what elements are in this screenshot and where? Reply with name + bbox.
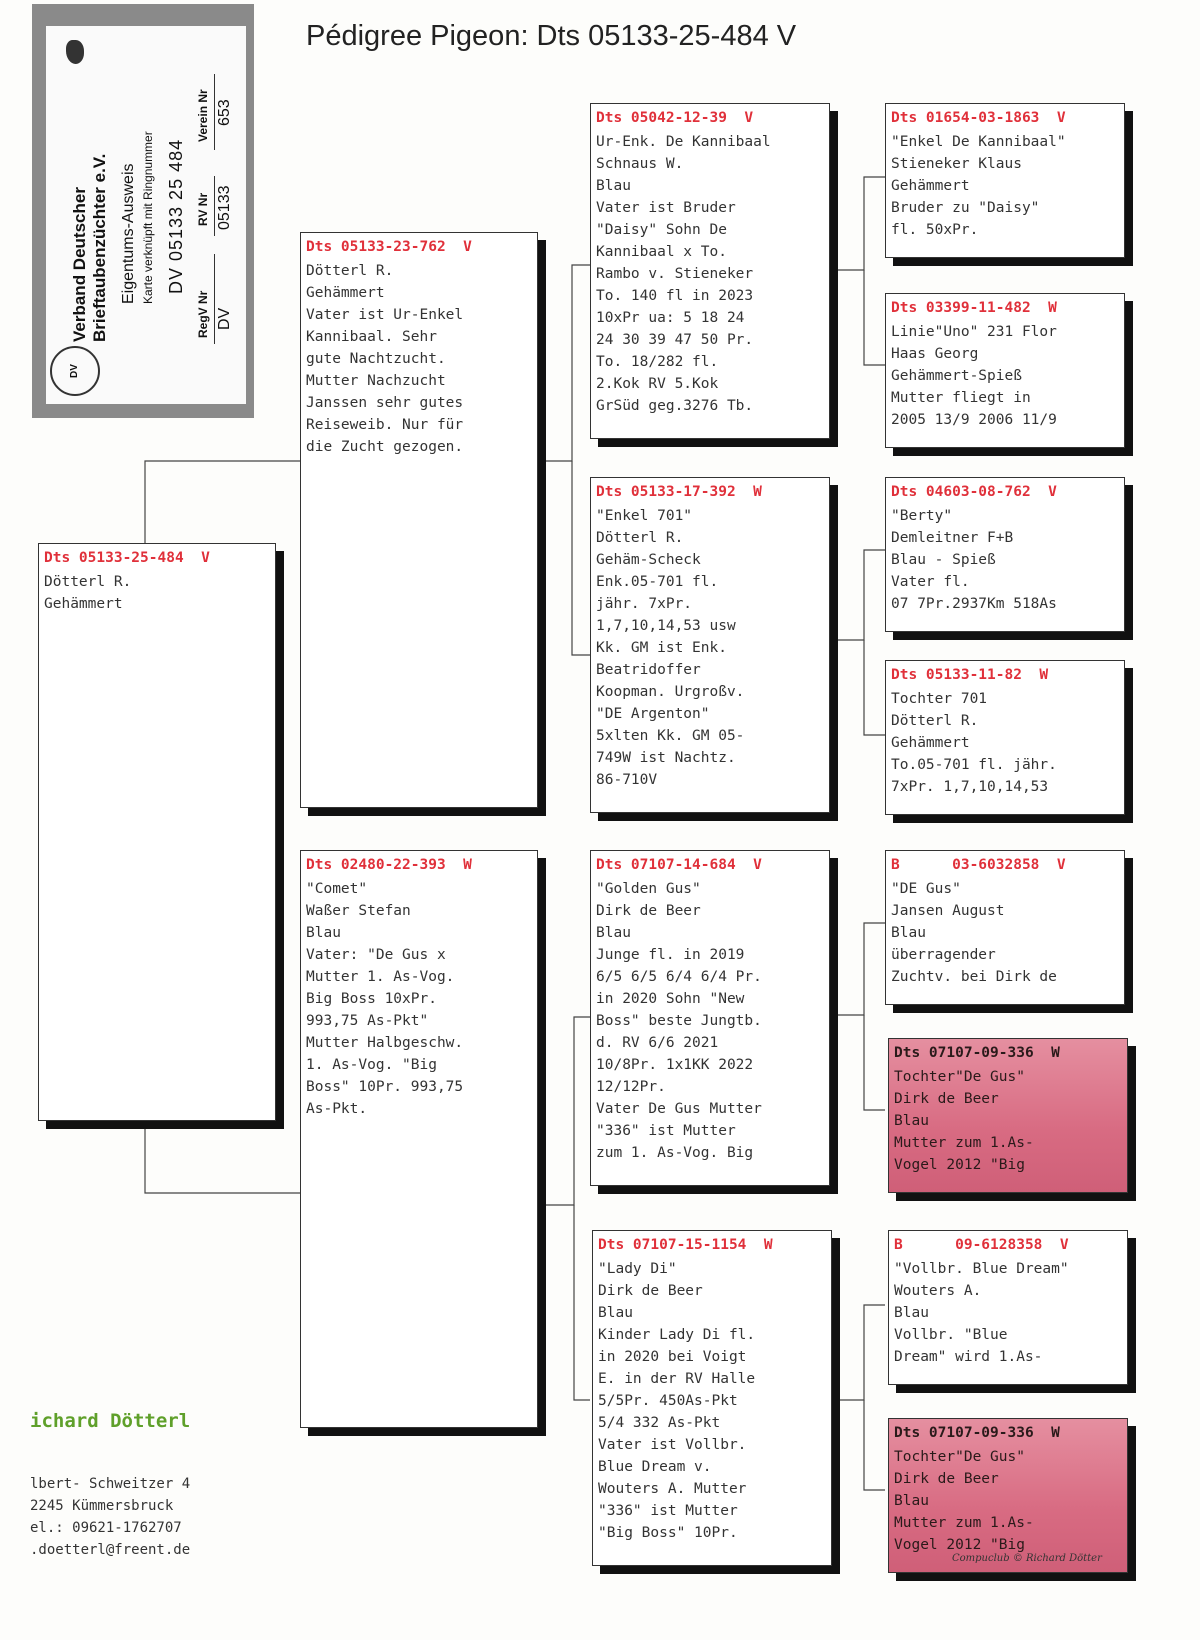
pigeon-info-line: Dötterl R.	[44, 574, 132, 590]
pigeon-info-line: "Big Boss" 10Pr.	[598, 1525, 738, 1541]
pigeon-info-line: Vater ist Bruder	[596, 200, 736, 216]
pigeon-info-line: fl. 50xPr.	[891, 222, 979, 238]
card-ring-number: DV 05133 25 484	[166, 138, 186, 294]
pigeon-card-fm[interactable]	[590, 477, 830, 813]
ring-number: Dts 05042-12-39 V	[596, 110, 754, 126]
page-title: Pédigree Pigeon: Dts 05133-25-484 V	[306, 20, 797, 52]
pigeon-info-line: Kinder Lady Di fl.	[598, 1327, 756, 1343]
verein-value: 653	[216, 99, 233, 126]
pigeon-info-line: To.05-701 fl. jähr.	[891, 757, 1057, 773]
pigeon-info-line: Gehäm-Scheck	[596, 552, 701, 568]
pigeon-info-line: Blau	[596, 925, 631, 941]
pigeon-info-line: GrSüd geg.3276 Tb.	[596, 398, 754, 414]
pigeon-info-line: Dötterl R.	[306, 263, 394, 279]
pigeon-info-line: Haas Georg	[891, 346, 979, 362]
ring-number: B 09-6128358 V	[894, 1237, 1069, 1253]
pigeon-info-line: Wouters A. Mutter	[598, 1481, 747, 1497]
pigeon-info-line: Wouters A.	[894, 1283, 982, 1299]
verein-label: Verein Nr	[196, 89, 210, 142]
ring-number: Dts 07107-15-1154 W	[598, 1237, 773, 1253]
pigeon-card-ff[interactable]	[590, 103, 830, 439]
pigeon-card-fmf[interactable]	[885, 477, 1125, 632]
pigeon-info-line: Vater De Gus Mutter	[596, 1101, 762, 1117]
pigeon-info-line: 10/8Pr. 1x1KK 2022	[596, 1057, 754, 1073]
ring-number: Dts 05133-11-82 W	[891, 667, 1049, 683]
regv-label: RegV Nr	[196, 290, 210, 338]
pigeon-info-line: Janssen sehr gutes	[306, 395, 464, 411]
pigeon-info-line: Dötterl R.	[891, 713, 979, 729]
pigeon-info-line: "Daisy" Sohn De	[596, 222, 727, 238]
pigeon-info-line: Kannibaal. Sehr	[306, 329, 437, 345]
pigeon-info-line: Gehämmert	[891, 735, 970, 751]
card-org-line2: Brieftaubenzüchter e.V.	[90, 153, 109, 342]
pigeon-info-line: Kk. GM ist Enk.	[596, 640, 727, 656]
pigeon-info-line: "Enkel 701"	[596, 508, 693, 524]
ring-number: Dts 05133-17-392 W	[596, 484, 762, 500]
pigeon-info-line: Tochter"De Gus"	[894, 1069, 1025, 1085]
pigeon-info-line: 86-710V	[596, 772, 658, 788]
pigeon-card-mff[interactable]	[885, 850, 1125, 1005]
pigeon-info-line: Dirk de Beer	[598, 1283, 703, 1299]
breeder-email[interactable]: .doetterl@freent.de	[30, 1542, 191, 1558]
pigeon-info-line: Reiseweib. Nur für	[306, 417, 464, 433]
pigeon-info-line: in 2020 bei Voigt	[598, 1349, 747, 1365]
pigeon-info-line: Dirk de Beer	[596, 903, 701, 919]
pigeon-info-line: überragender	[891, 947, 996, 963]
pigeon-info-line: Blau	[891, 925, 926, 941]
pigeon-card-mmf[interactable]	[888, 1230, 1128, 1385]
pigeon-info-line: "Lady Di"	[598, 1261, 677, 1277]
pigeon-info-line: 993,75 As-Pkt"	[306, 1013, 429, 1029]
pigeon-info-line: Vater ist Ur-Enkel	[306, 307, 464, 323]
card-subheading: Karte verknüpft mit Ringnummer	[141, 131, 155, 304]
pigeon-info-line: 5xlten Kk. GM 05-	[596, 728, 745, 744]
pigeon-info-line: Mutter zum 1.As-	[894, 1135, 1034, 1151]
pigeon-info-line: "Enkel De Kannibaal"	[891, 134, 1066, 150]
pigeon-info-line: Mutter Halbgeschw.	[306, 1035, 464, 1051]
breeder-street: lbert- Schweitzer 4	[30, 1476, 191, 1492]
ring-number: Dts 05133-25-484 V	[44, 550, 210, 566]
pigeon-card-ffm[interactable]	[885, 293, 1125, 448]
pigeon-info-line: Blau	[598, 1305, 633, 1321]
pigeon-info-line: "336" ist Mutter	[596, 1123, 736, 1139]
dv-logo-icon: DV	[50, 346, 100, 396]
pigeon-card-mmm[interactable]	[888, 1418, 1128, 1573]
pigeon-info-line: 2.Kok RV 5.Kok	[596, 376, 719, 392]
pigeon-info-line: Blau	[596, 178, 631, 194]
pigeon-card-fff[interactable]	[885, 103, 1125, 258]
ring-number: Dts 07107-09-336 W	[894, 1425, 1060, 1441]
pigeon-info-line: "DE Argenton"	[596, 706, 710, 722]
pigeon-info-line: Rambo v. Stieneker	[596, 266, 754, 282]
pigeon-info-line: Dötterl R.	[596, 530, 684, 546]
pigeon-info-line: Gehämmert	[891, 178, 970, 194]
breeder-phone: el.: 09621-1762707	[30, 1520, 182, 1536]
pigeon-info-line: Dirk de Beer	[894, 1091, 999, 1107]
rv-label: RV Nr	[196, 192, 210, 226]
pigeon-info-line: 12/12Pr.	[596, 1079, 666, 1095]
pigeon-info-line: Blau	[894, 1493, 929, 1509]
pigeon-info-line: "Vollbr. Blue Dream"	[894, 1261, 1069, 1277]
pigeon-info-line: die Zucht gezogen.	[306, 439, 464, 455]
pigeon-info-line: Koopman. Urgroßv.	[596, 684, 745, 700]
pigeon-info-line: Stieneker Klaus	[891, 156, 1022, 172]
pigeon-info-line: 7xPr. 1,7,10,14,53	[891, 779, 1049, 795]
pigeon-info-line: 24 30 39 47 50 Pr.	[596, 332, 754, 348]
pigeon-info-line: Enk.05-701 fl.	[596, 574, 719, 590]
pigeon-info-line: jähr. 7xPr.	[596, 596, 693, 612]
rv-value: 05133	[216, 185, 233, 230]
pigeon-info-line: gute Nachtzucht.	[306, 351, 446, 367]
pigeon-info-line: Vater fl.	[891, 574, 970, 590]
pigeon-info-line: Zuchtv. bei Dirk de	[891, 969, 1057, 985]
pigeon-info-line: Vollbr. "Blue	[894, 1327, 1008, 1343]
pigeon-info-line: Boss" 10Pr. 993,75	[306, 1079, 464, 1095]
pigeon-info-line: 5/5Pr. 450As-Pkt	[598, 1393, 738, 1409]
pigeon-card-subject[interactable]	[38, 543, 276, 1121]
pigeon-info-line: Vogel 2012 "Big	[894, 1537, 1025, 1553]
pigeon-info-line: To. 18/282 fl.	[596, 354, 719, 370]
pigeon-info-line: Beatridoffer	[596, 662, 701, 678]
pigeon-info-line: Gehämmert	[306, 285, 385, 301]
pigeon-info-line: Blau	[894, 1113, 929, 1129]
pigeon-info-line: Dream" wird 1.As-	[894, 1349, 1043, 1365]
pigeon-info-line: Vogel 2012 "Big	[894, 1157, 1025, 1173]
pigeon-card-fmm[interactable]	[885, 660, 1125, 815]
pigeon-info-line: Ur-Enk. De Kannibaal	[596, 134, 771, 150]
breeder-city: 2245 Kümmersbruck	[30, 1498, 174, 1514]
pigeon-info-line: "DE Gus"	[891, 881, 961, 897]
pigeon-card-father[interactable]	[300, 232, 538, 808]
pigeon-info-line: As-Pkt.	[306, 1101, 368, 1117]
card-heading: Eigentums-Ausweis	[120, 163, 137, 304]
pigeon-info-line: Mutter fliegt in	[891, 390, 1031, 406]
pigeon-info-line: Gehämmert	[44, 596, 123, 612]
pigeon-info-line: 749W ist Nachtz.	[596, 750, 736, 766]
pigeon-info-line: Waßer Stefan	[306, 903, 411, 919]
pigeon-info-line: 5/4 332 As-Pkt	[598, 1415, 721, 1431]
pigeon-info-line: 07 7Pr.2937Km 518As	[891, 596, 1057, 612]
pigeon-info-line: in 2020 Sohn "New	[596, 991, 745, 1007]
pigeon-info-line: Demleitner F+B	[891, 530, 1014, 546]
footer-credit: Compuclub © Richard Dötter	[952, 1553, 1102, 1564]
pigeon-info-line: "Comet"	[306, 881, 368, 897]
pigeon-info-line: Kannibaal x To.	[596, 244, 727, 260]
pigeon-info-line: 10xPr ua: 5 18 24	[596, 310, 745, 326]
pigeon-info-line: zum 1. As-Vog. Big	[596, 1145, 754, 1161]
pigeon-info-line: Tochter 701	[891, 691, 988, 707]
pigeon-card-mfm[interactable]	[888, 1038, 1128, 1193]
breeder-name: ichard Dötterl	[30, 1410, 191, 1432]
pigeon-info-line: Tochter"De Gus"	[894, 1449, 1025, 1465]
pigeon-info-line: Blau	[306, 925, 341, 941]
pigeon-info-line: 1,7,10,14,53 usw	[596, 618, 736, 634]
pigeon-card-mm[interactable]	[592, 1230, 832, 1566]
pigeon-info-line: E. in der RV Halle	[598, 1371, 756, 1387]
pigeon-info-line: Jansen August	[891, 903, 1005, 919]
pigeon-info-line: Bruder zu "Daisy"	[891, 200, 1040, 216]
pigeon-info-line: Junge fl. in 2019	[596, 947, 745, 963]
pigeon-info-line: Big Boss 10xPr.	[306, 991, 437, 1007]
pigeon-info-line: Dirk de Beer	[894, 1471, 999, 1487]
regv-value: DV	[216, 307, 233, 330]
ring-number: Dts 05133-23-762 V	[306, 239, 472, 255]
ring-number: Dts 07107-09-336 W	[894, 1045, 1060, 1061]
pigeon-info-line: Blau - Spieß	[891, 552, 996, 568]
pigeon-info-line: Linie"Uno" 231 Flor	[891, 324, 1057, 340]
pigeon-info-line: Boss" beste Jungtb.	[596, 1013, 762, 1029]
pigeon-card-mother[interactable]	[300, 850, 538, 1428]
pigeon-info-line: Mutter Nachzucht	[306, 373, 446, 389]
card-org-line1: Verband Deutscher	[70, 187, 89, 342]
pigeon-info-line: Gehämmert-Spieß	[891, 368, 1022, 384]
ring-number: Dts 04603-08-762 V	[891, 484, 1057, 500]
pigeon-card-mf[interactable]	[590, 850, 830, 1186]
pigeon-info-line: Vater ist Vollbr.	[598, 1437, 747, 1453]
pigeon-info-line: 2005 13/9 2006 11/9	[891, 412, 1057, 428]
pigeon-info-line: Blau	[894, 1305, 929, 1321]
ring-number: B 03-6032858 V	[891, 857, 1066, 873]
pigeon-info-line: Mutter 1. As-Vog.	[306, 969, 455, 985]
ring-number: Dts 03399-11-482 W	[891, 300, 1057, 316]
ring-number: Dts 01654-03-1863 V	[891, 110, 1066, 126]
pigeon-info-line: 1. As-Vog. "Big	[306, 1057, 437, 1073]
pigeon-info-line: "Berty"	[891, 508, 953, 524]
pigeon-info-line: "336" ist Mutter	[598, 1503, 738, 1519]
pigeon-info-line: Blue Dream v.	[598, 1459, 712, 1475]
ring-number: Dts 07107-14-684 V	[596, 857, 762, 873]
pigeon-info-line: Schnaus W.	[596, 156, 684, 172]
pigeon-info-line: Vater: "De Gus x	[306, 947, 446, 963]
pigeon-info-line: To. 140 fl in 2023	[596, 288, 754, 304]
pigeon-info-line: Mutter zum 1.As-	[894, 1515, 1034, 1531]
pigeon-info-line: d. RV 6/6 2021	[596, 1035, 719, 1051]
pigeon-info-line: 6/5 6/5 6/4 6/4 Pr.	[596, 969, 762, 985]
ring-number: Dts 02480-22-393 W	[306, 857, 472, 873]
pigeon-info-line: "Golden Gus"	[596, 881, 701, 897]
